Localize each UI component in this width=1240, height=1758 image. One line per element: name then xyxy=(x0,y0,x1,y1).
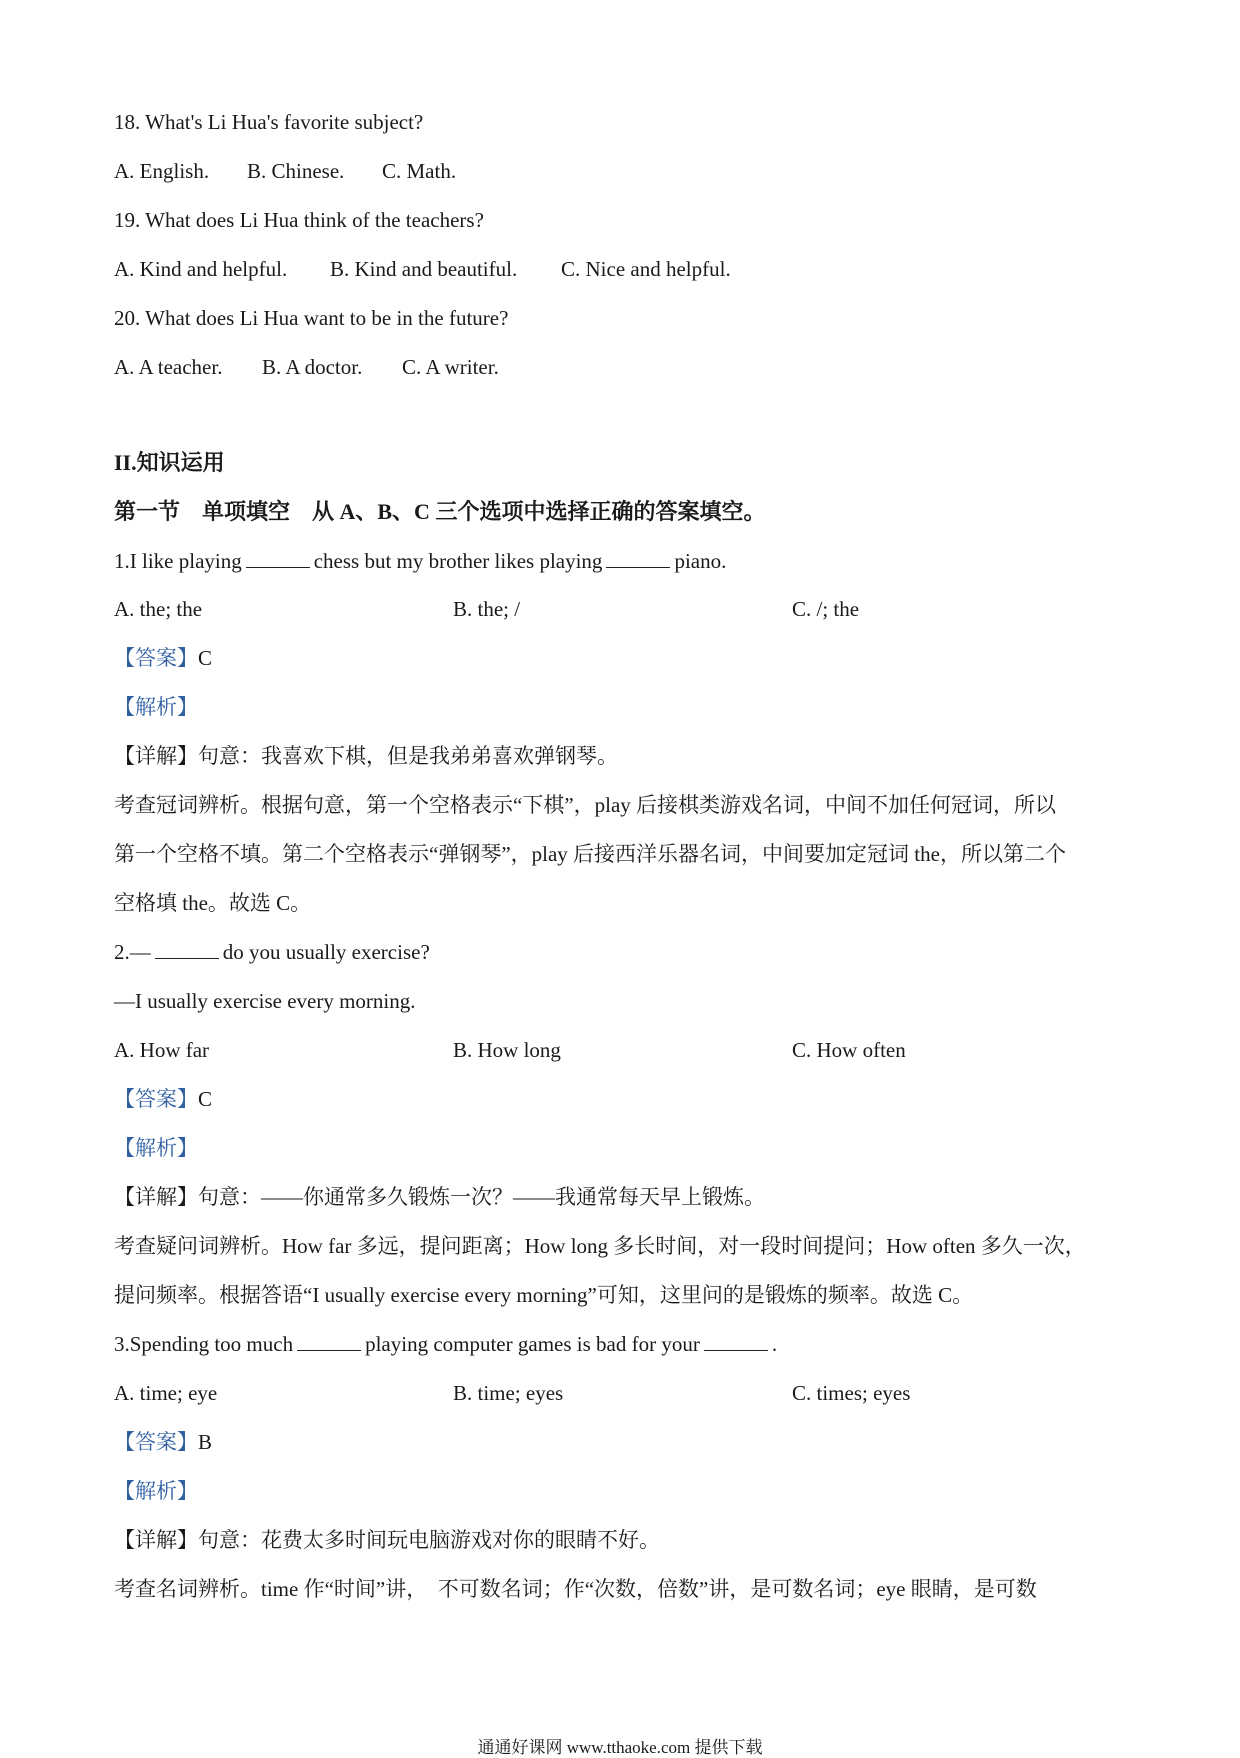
question-18: 18. What's Li Hua's favorite subject? xyxy=(114,110,424,134)
item-1-question xyxy=(114,551,726,572)
detail-tag: 【详解】 xyxy=(114,744,198,768)
item-2-analysis xyxy=(114,1138,198,1159)
question-text: 2.— xyxy=(114,940,151,964)
option-c: C. Math. xyxy=(382,159,457,183)
option-b: B. Kind and beautiful. xyxy=(330,257,518,281)
option-a: A. English. xyxy=(114,159,210,183)
section-subtitle: 第一节 单项填空 从 A、B、C 三个选项中选择正确的答案填空。 xyxy=(114,499,766,524)
answer-value: C xyxy=(198,646,213,670)
detail-tag: 【详解】 xyxy=(114,1185,198,1209)
question-text: 3.Spending too much xyxy=(114,1332,294,1356)
question-text: playing computer games is bad for your xyxy=(365,1332,700,1356)
section-title: II.知识运用 xyxy=(114,450,225,475)
detail-text: 句意：我喜欢下棋，但是我弟弟喜欢弹钢琴。 xyxy=(198,744,618,768)
detail-tag: 【详解】 xyxy=(114,1528,198,1552)
analysis-tag: 【解析】 xyxy=(114,1136,198,1160)
option-b: B. time; eyes xyxy=(453,1381,564,1405)
detail-text: 句意：——你通常多久锻炼一次？——我通常每天早上锻炼。 xyxy=(198,1185,765,1209)
item-2-explain-line: 考查疑问词辨析。How far 多远，提问距离；How long 多长时间，对一段时间提问；How often 多久一次， xyxy=(114,1234,1086,1258)
item-3-question xyxy=(114,1334,777,1355)
question-20: 20. What does Li Hua want to be in the future? xyxy=(114,306,509,330)
item-3-detail xyxy=(114,1530,660,1551)
question-text: chess but my brother likes playing xyxy=(313,549,603,573)
option-a: A. Kind and helpful. xyxy=(114,257,288,281)
option-c: C. A writer. xyxy=(402,355,499,379)
item-2-question xyxy=(114,942,430,963)
option-c: C. times; eyes xyxy=(792,1381,911,1405)
option-c: C. How often xyxy=(792,1038,906,1062)
item-1-detail xyxy=(114,746,618,767)
analysis-tag: 【解析】 xyxy=(114,695,198,719)
item-3-analysis xyxy=(114,1481,198,1502)
answer-tag: 【答案】 xyxy=(114,1087,198,1111)
blank xyxy=(297,1349,361,1351)
question-text: piano. xyxy=(674,549,727,573)
question-text: do you usually exercise? xyxy=(222,940,430,964)
item-2-detail xyxy=(114,1187,765,1208)
option-b: B. the; / xyxy=(453,597,521,621)
option-a: A. How far xyxy=(114,1038,210,1062)
question-text: . xyxy=(771,1332,778,1356)
option-b: B. A doctor. xyxy=(262,355,363,379)
option-b: B. Chinese. xyxy=(247,159,345,183)
answer-value: B xyxy=(198,1430,213,1454)
blank xyxy=(606,566,670,568)
page-footer: 通通好课网 www.tthaoke.com 提供下载 xyxy=(477,1738,763,1757)
item-3-explain-line: 考查名词辨析。time 作“时间”讲， 不可数名词；作“次数，倍数”讲，是可数名词；eye 眼睛，是可数 xyxy=(114,1577,1037,1601)
blank xyxy=(704,1349,768,1351)
option-a: A. time; eye xyxy=(114,1381,218,1405)
item-1-explain-line: 第一个空格不填。第二个空格表示“弹钢琴”，play 后接西洋乐器名词，中间要加定冠词 the，所以第二个 xyxy=(114,842,1066,866)
item-1-explain-line: 考查冠词辨析。根据句意，第一个空格表示“下棋”，play 后接棋类游戏名词，中间不加任何冠词，所以 xyxy=(114,793,1057,817)
detail-text: 句意：花费太多时间玩电脑游戏对你的眼睛不好。 xyxy=(198,1528,660,1552)
option-c: C. /; the xyxy=(792,597,860,621)
item-2-explain-line: 提问频率。根据答语“I usually exercise every morning”可知，这里问的是锻炼的频率。故选 C。 xyxy=(114,1283,974,1307)
item-3-answer xyxy=(114,1432,212,1453)
blank xyxy=(246,566,310,568)
analysis-tag: 【解析】 xyxy=(114,1479,198,1503)
option-a: A. the; the xyxy=(114,597,203,621)
question-text: 1.I like playing xyxy=(114,549,242,573)
option-b: B. How long xyxy=(453,1038,561,1062)
answer-tag: 【答案】 xyxy=(114,1430,198,1454)
item-2-reply: —I usually exercise every morning. xyxy=(114,989,416,1013)
item-1-explain-line: 空格填 the。故选 C。 xyxy=(114,891,312,915)
item-2-answer xyxy=(114,1089,212,1110)
answer-value: C xyxy=(198,1087,213,1111)
item-1-answer xyxy=(114,648,212,669)
item-1-analysis xyxy=(114,697,198,718)
option-a: A. A teacher. xyxy=(114,355,223,379)
option-c: C. Nice and helpful. xyxy=(561,257,731,281)
question-19: 19. What does Li Hua think of the teachers? xyxy=(114,208,484,232)
blank xyxy=(155,957,219,959)
answer-tag: 【答案】 xyxy=(114,646,198,670)
